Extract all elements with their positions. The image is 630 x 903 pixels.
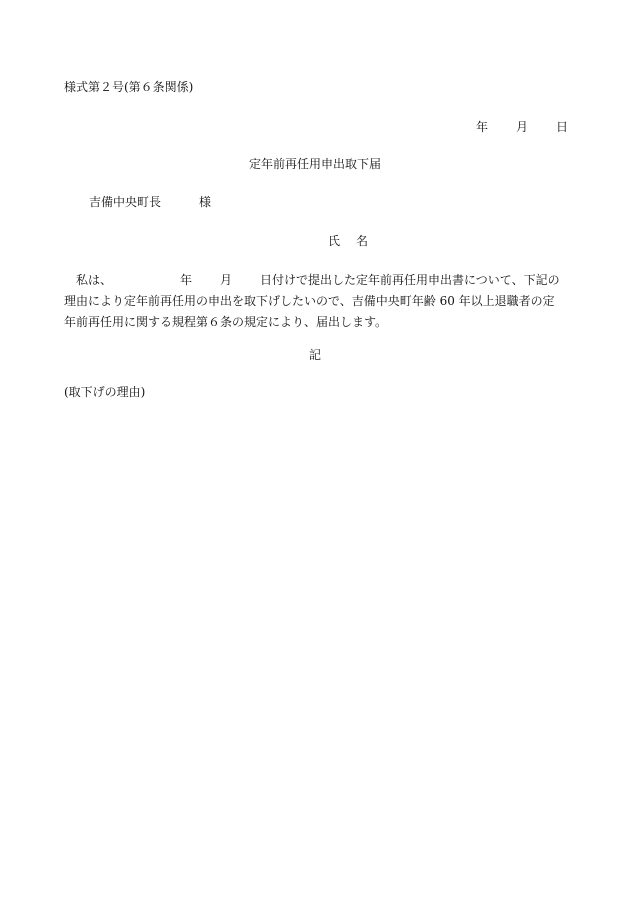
reason-heading: (取下げの理由) xyxy=(64,385,146,399)
name-label-first: 氏 xyxy=(328,234,341,248)
addressee-honorific: 様 xyxy=(199,195,212,209)
body-month-label: 月 xyxy=(220,273,233,287)
body-line-1 xyxy=(64,270,569,291)
body-line-1-rest: 日付けで提出した定年前再任用申出書について、下記の xyxy=(260,273,560,287)
name-label-second: 名 xyxy=(356,234,369,248)
addressee-name: 吉備中央町長 xyxy=(89,195,162,209)
date-line xyxy=(476,121,568,133)
note-mark: 記 xyxy=(308,348,321,362)
date-year-label: 年 xyxy=(475,120,488,134)
body-prefix: 私は、 xyxy=(76,273,113,287)
date-month-label: 月 xyxy=(515,120,528,134)
date-day-label: 日 xyxy=(555,120,568,134)
body-paragraph xyxy=(64,270,569,333)
body-line-2: 理由により定年前再任用の申出を取下げしたいので、吉備中央町年齢 60 年以上退職者の定 xyxy=(64,294,555,308)
document-title: 定年前再任用申出取下届 xyxy=(248,157,381,171)
body-year-label: 年 xyxy=(180,273,193,287)
addressee xyxy=(89,196,211,208)
applicant-name-label xyxy=(328,235,368,247)
form-number: 様式第２号(第６条関係) xyxy=(64,80,194,94)
body-line-3: 年前再任用に関する規程第６条の規定により、届出します。 xyxy=(64,315,388,329)
